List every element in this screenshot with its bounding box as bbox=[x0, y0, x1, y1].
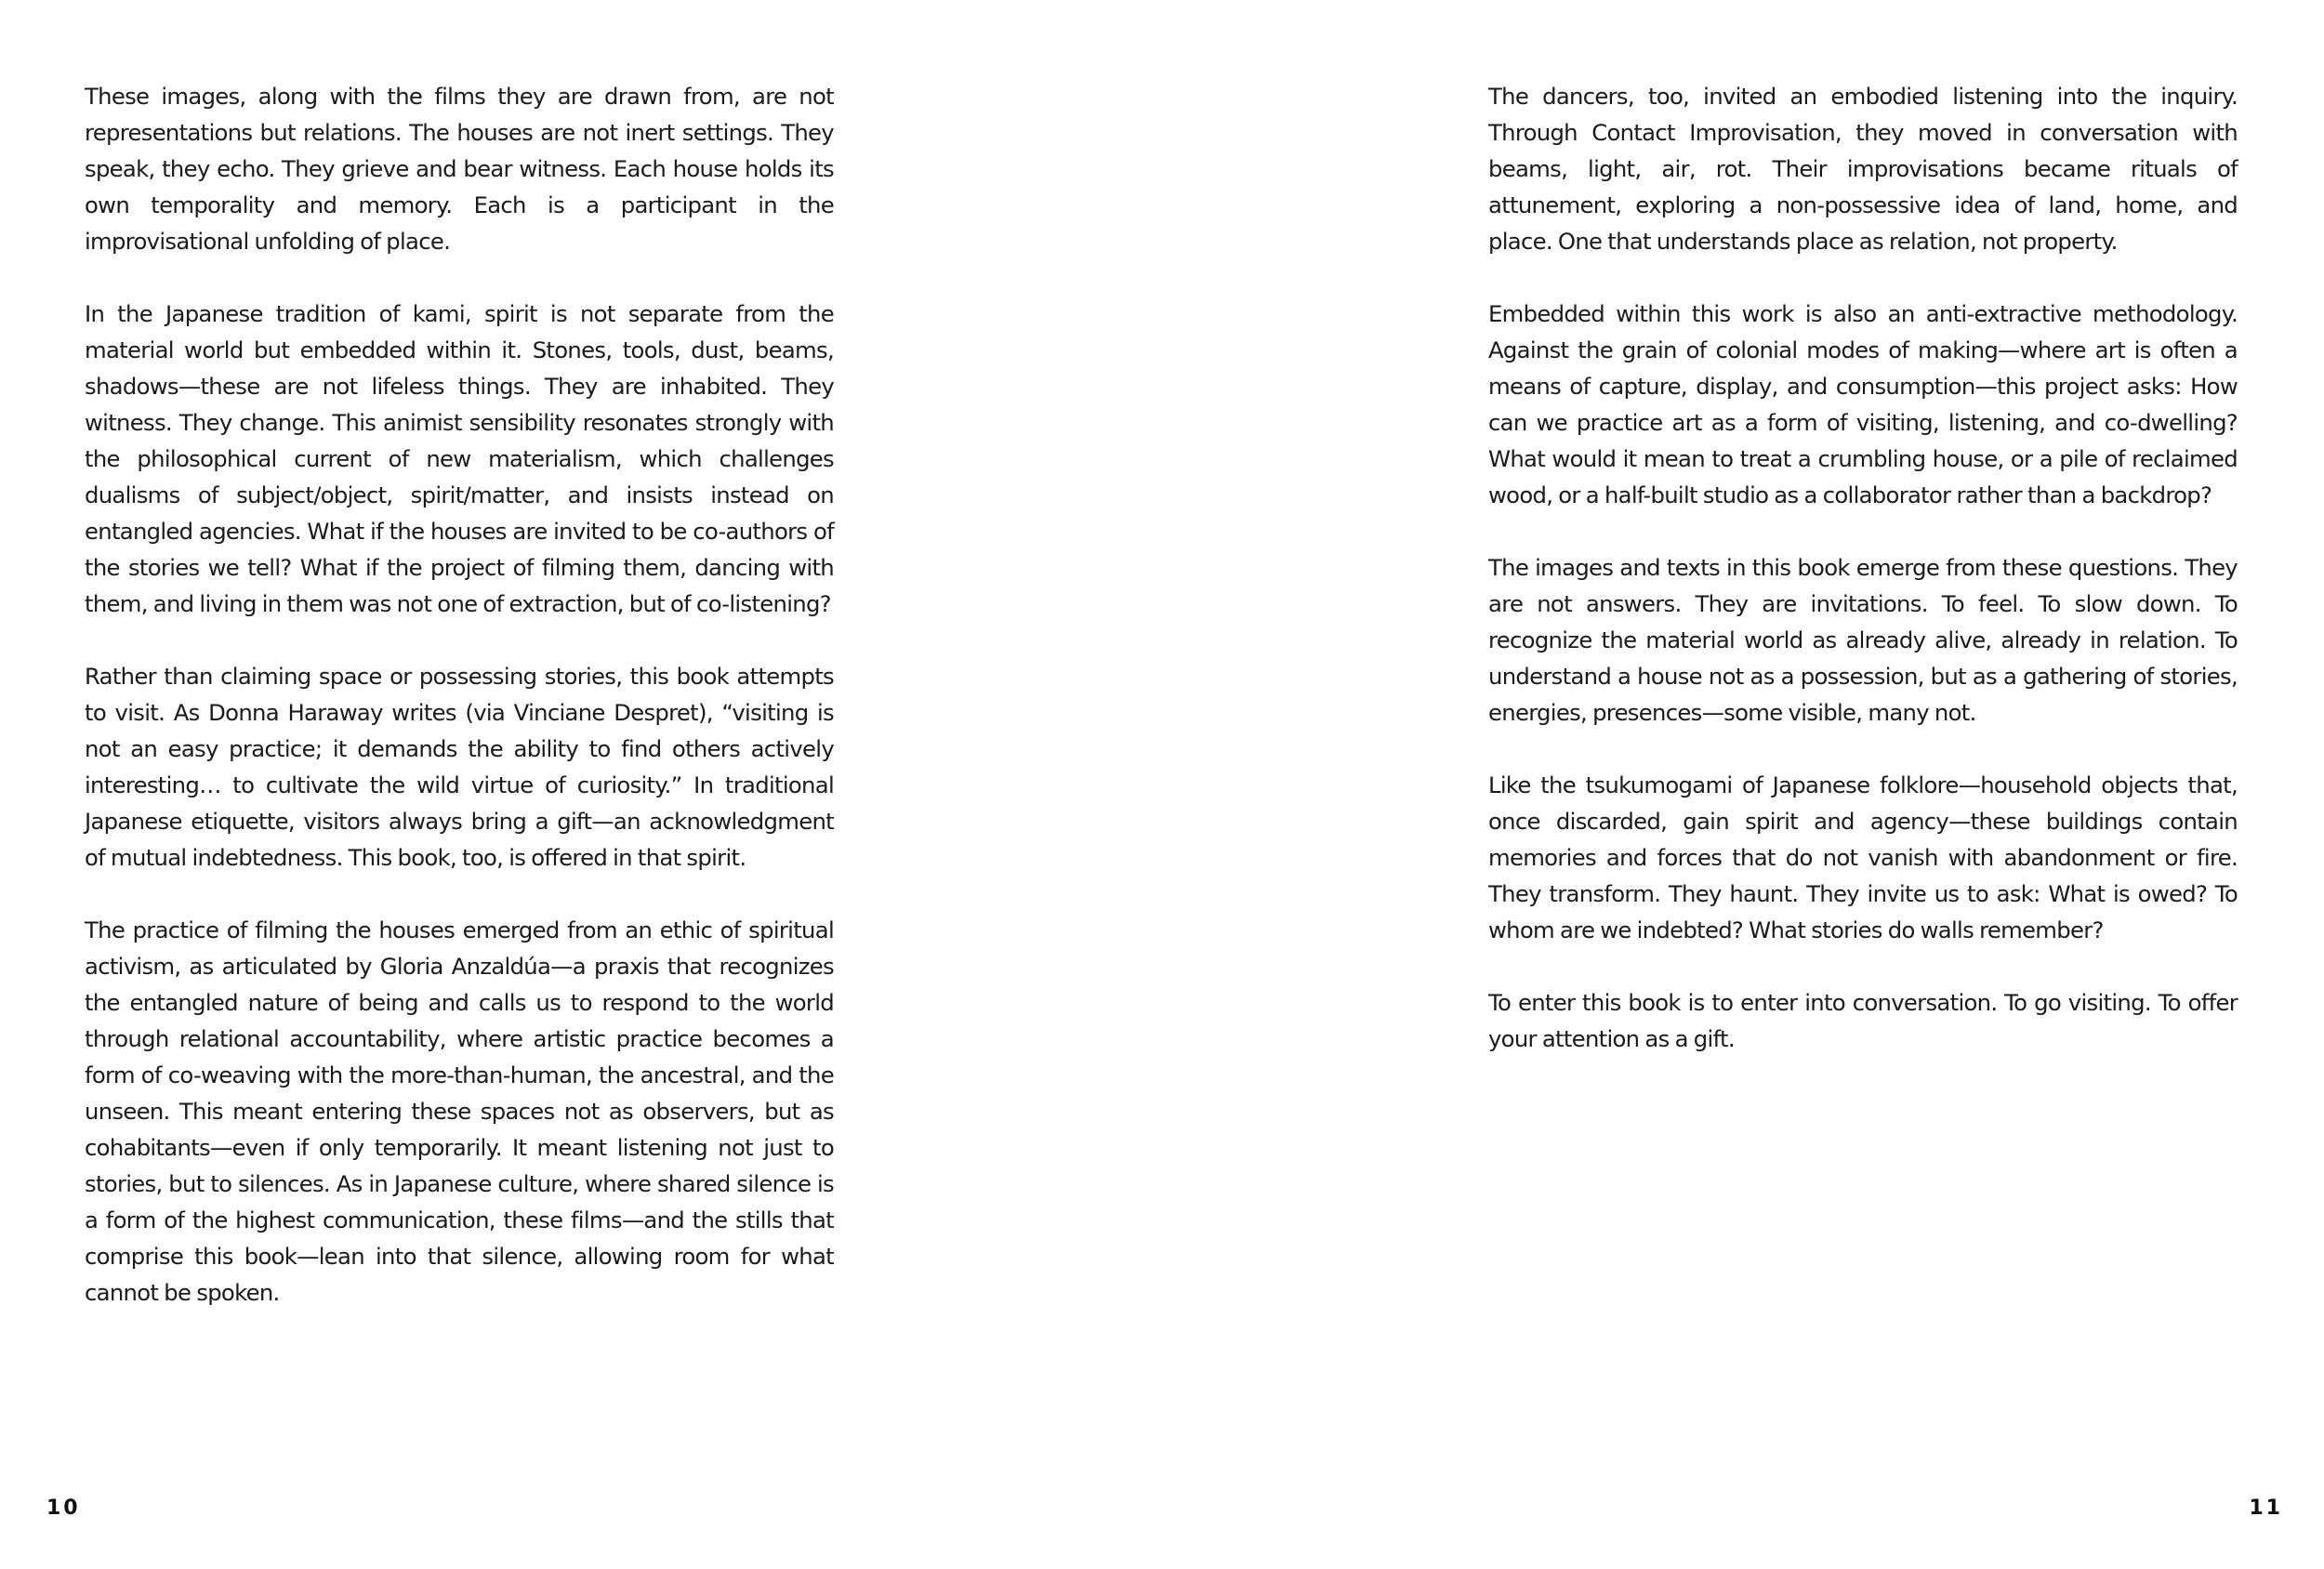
paragraph: The dancers, too, invited an embodied listening into the inquiry. Through Contact Improvisation, they moved in conversation with beams, light, air, rot. Their improvisations became rituals of attunement, exploring a non-possessive idea of land, home, and place. One that understands place as relation, not property. bbox=[1488, 83, 2238, 255]
paragraph: The images and texts in this book emerge from these questions. They are not answers. They are invitations. To feel. To slow down. To recognize the material world as already alive, already in relation. To understand a house not as a possession, but as a gathering of stories, energies, presences—some visible, many not. bbox=[1488, 554, 2238, 726]
page-number-right: 11 bbox=[2249, 1496, 2283, 1520]
paragraph: Embedded within this work is also an anti-extractive methodology. Against the grain of colonial modes of making—where art is often a means of capture, display, and consumption—this project asks: How can we practice art as a form of visiting, listening, and co-dwelling? What would it mean to treat a crumbling house, or a pile of reclaimed wood, or a half-built studio as a collaborator rather than a backdrop? bbox=[1488, 300, 2238, 508]
paragraph: To enter this book is to enter into conversation. To go visiting. To offer your attention as a gift. bbox=[1488, 989, 2238, 1052]
paragraph: In the Japanese tradition of kami, spirit is not separate from the material world but embedded within it. Stones, tools, dust, beams, shadows—these are not lifeless things. They are inhabited. They witness. They change. This animist sensibility resonates strongly with the philosophical current of new materialism, which challenges dualisms of subject/object, spirit/matter, and insists instead on entangled agencies. What if the houses are invited to be co-authors of the stories we tell? What if the project of filming them, dancing with them, and living in them was not one of extraction, but of co-listening? bbox=[85, 300, 834, 617]
paragraph: These images, along with the films they are drawn from, are not representations but relations. The houses are not inert settings. They speak, they echo. They grieve and bear witness. Each house holds its own temporality and memory. Each is a participant in the improvisational unfolding of place. bbox=[85, 83, 834, 255]
paragraph: Rather than claiming space or possessing stories, this book attempts to visit. As Donna Haraway writes (via Vinciane Despret), “visiting is not an easy practice; it demands the ability to find others actively interesting… to cultivate the wild virtue of curiosity.” In traditional Japanese etiquette, visitors always bring a gift—an acknowledgment of mutual indebtedness. This book, too, is offered in that spirit. bbox=[85, 663, 834, 871]
right-page bbox=[1162, 0, 2324, 1569]
page-number-left: 10 bbox=[46, 1496, 81, 1520]
paragraph: The practice of filming the houses emerged from an ethic of spiritual activism, as articulated by Gloria Anzaldúa—a praxis that recognizes the entangled nature of being and calls us to respond to the world through relational accountability, where artistic practice becomes a form of co-weaving with the more-than-human, the ancestral, and the unseen. This meant entering these spaces not as observers, but as cohabitants—even if only temporarily. It meant listening not just to stories, but to silences. As in Japanese culture, where shared silence is a form of the highest communication, these films—and the stills that comprise this book—lean into that silence, allowing room for what cannot be spoken. bbox=[85, 916, 834, 1306]
right-text-column bbox=[1488, 78, 2238, 1093]
paragraph: Like the tsukumogami of Japanese folklore—household objects that, once discarded, gain spirit and agency—these buildings contain memories and forces that do not vanish with abandonment or fire. They transform. They haunt. They invite us to ask: What is owed? To whom are we indebted? What stories do walls remember? bbox=[1488, 771, 2238, 943]
left-text-column bbox=[85, 78, 834, 1347]
